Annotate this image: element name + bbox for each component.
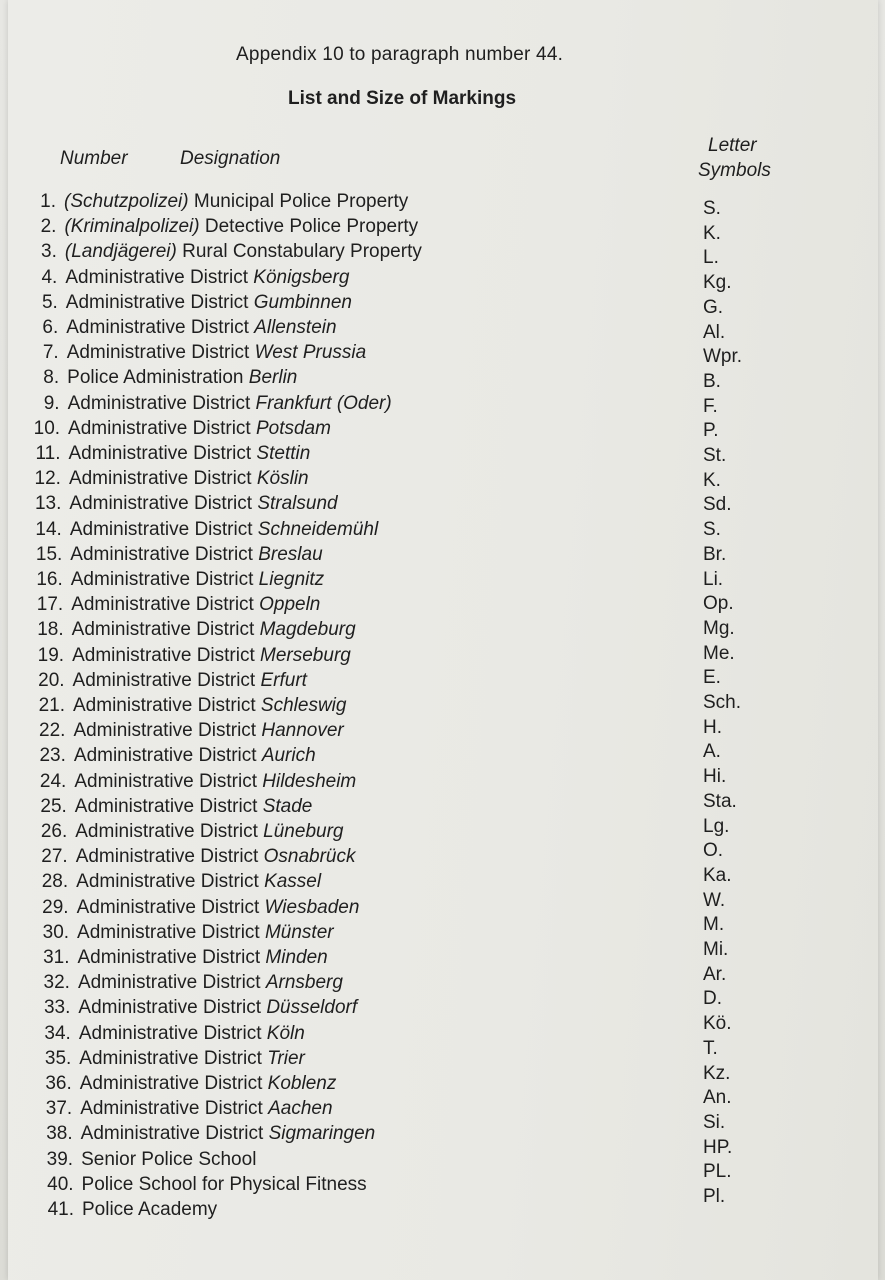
item-number: 3. [41, 241, 57, 263]
list-item [27, 1148, 256, 1172]
list-item [10, 190, 408, 214]
letter-symbol: A. [703, 741, 721, 763]
item-place-name: Stralsund [257, 493, 338, 515]
item-number: 12. [34, 468, 61, 490]
item-german-term: (Schutzpolizei) [64, 191, 189, 212]
item-designation [65, 240, 422, 264]
list-item [25, 1022, 305, 1046]
item-place-name: Schleswig [260, 695, 347, 716]
list-item [25, 1047, 305, 1071]
item-place-name: Schneidemühl [257, 518, 379, 540]
letter-symbol: O. [703, 840, 724, 862]
letter-symbol: L. [703, 247, 719, 269]
item-designation [74, 770, 356, 794]
list-item [19, 719, 343, 743]
item-number: 1. [40, 191, 56, 212]
item-number: 9. [43, 392, 60, 414]
item-number: 19. [37, 644, 65, 666]
item-number: 14. [35, 518, 62, 540]
list-item [17, 568, 324, 592]
item-text: Administrative District [77, 947, 266, 968]
letter-symbol: Me. [703, 642, 735, 664]
page-title: List and Size of Markings [288, 88, 517, 109]
item-place-name: Düsseldorf [266, 997, 358, 1019]
item-text: Administrative District [71, 619, 260, 641]
item-place-name: Merseburg [260, 644, 351, 666]
item-place-name: Köln [266, 1022, 305, 1044]
item-german-term: (Landjägerei) [64, 241, 177, 263]
item-designation [65, 266, 349, 290]
letter-symbol: D. [703, 988, 722, 1010]
item-text: Detective Police Property [199, 216, 419, 238]
item-designation [66, 316, 336, 340]
letter-symbol: Al. [703, 321, 726, 343]
list-item [19, 669, 307, 693]
item-text: Administrative District [78, 997, 267, 1019]
item-text: Administrative District [65, 291, 254, 313]
item-number: 5. [41, 291, 58, 313]
item-text: Police School for Physical Fitness [81, 1173, 367, 1195]
item-place-name: Kassel [264, 871, 322, 893]
item-designation [73, 669, 307, 693]
item-designation [74, 744, 316, 768]
list-item [13, 366, 297, 390]
item-text: Administrative District [70, 569, 259, 590]
list-item [11, 240, 422, 264]
item-designation [64, 215, 418, 239]
letter-symbol: P. [703, 420, 719, 442]
item-text: Administrative District [75, 846, 264, 868]
item-number: 27. [41, 846, 68, 868]
letter-symbol: Pl. [703, 1186, 726, 1207]
list-item [20, 770, 356, 794]
item-text: Administrative District [69, 518, 258, 540]
item-number: 21. [38, 695, 65, 716]
item-designation [80, 1097, 332, 1121]
item-designation [81, 1122, 376, 1146]
item-designation [71, 568, 324, 592]
item-number: 23. [39, 745, 66, 767]
letter-symbol: Li. [703, 568, 724, 590]
list-item [24, 996, 357, 1020]
column-header-number: Number [60, 148, 128, 169]
appendix-heading: Appendix 10 to paragraph number 44. [236, 44, 564, 65]
letter-symbol: An. [703, 1087, 732, 1109]
item-designation [75, 820, 343, 844]
item-number: 6. [42, 317, 59, 338]
list-item [28, 1198, 217, 1222]
item-number: 7. [42, 342, 59, 364]
list-item [23, 896, 360, 920]
letter-symbol: Op. [703, 593, 734, 615]
item-number: 24. [39, 770, 67, 792]
item-text: Administrative District [70, 543, 259, 565]
item-number: 15. [35, 543, 63, 565]
item-text: Administrative District [79, 1047, 268, 1069]
item-number: 2. [40, 216, 57, 238]
item-number: 11. [35, 443, 61, 464]
item-place-name: Münster [264, 921, 334, 943]
item-designation [72, 618, 356, 642]
letter-symbol: Si. [703, 1111, 726, 1133]
item-text: Municipal Police Property [188, 191, 409, 212]
item-place-name: Köslin [256, 468, 309, 490]
item-number: 40. [47, 1173, 74, 1195]
list-item [26, 1097, 332, 1121]
item-number: 13. [34, 493, 62, 515]
item-designation [77, 921, 334, 945]
item-text: Administrative District [77, 921, 265, 943]
item-number: 28. [41, 871, 69, 893]
item-number: 32. [43, 972, 70, 994]
letter-symbol: PL. [703, 1161, 732, 1183]
item-text: Administrative District [68, 443, 257, 464]
item-text: Administrative District [77, 972, 266, 994]
item-place-name: Potsdam [255, 417, 331, 439]
item-text: Police Academy [82, 1199, 218, 1220]
item-place-name: Erfurt [260, 669, 307, 691]
list-item [18, 644, 351, 668]
item-number: 25. [40, 795, 67, 817]
item-text: Administrative District [68, 417, 256, 439]
list-item [17, 593, 320, 617]
item-place-name: Aurich [261, 745, 316, 767]
item-text: Administrative District [80, 1098, 269, 1120]
item-designation [67, 341, 367, 365]
letter-symbol: Sta. [703, 790, 737, 812]
item-designation [64, 190, 408, 214]
item-text: Administrative District [78, 1022, 267, 1044]
item-place-name: Breslau [258, 543, 323, 565]
item-designation [69, 442, 311, 466]
item-designation [77, 896, 360, 920]
list-item [15, 467, 309, 491]
list-item [14, 417, 331, 441]
letter-symbol: M. [703, 914, 725, 936]
list-item [19, 694, 346, 718]
item-place-name: Magdeburg [259, 619, 356, 641]
letter-symbol: S. [703, 198, 721, 219]
item-number: 8. [43, 367, 60, 389]
letter-symbol: Mi. [703, 939, 729, 960]
list-item [21, 795, 313, 819]
column-header-symbols: Symbols [698, 160, 771, 181]
item-text: Administrative District [73, 695, 261, 716]
list-item [12, 291, 352, 315]
item-place-name: Minden [265, 947, 328, 968]
item-number: 26. [40, 821, 68, 842]
list-item [20, 744, 316, 768]
item-place-name: Oppeln [259, 594, 321, 616]
list-item [15, 442, 311, 466]
letter-symbol: B. [703, 370, 721, 392]
item-number: 34. [44, 1022, 71, 1044]
item-place-name: Lüneburg [263, 821, 344, 842]
item-designation [70, 543, 322, 567]
item-designation [76, 870, 321, 894]
item-text: Administrative District [73, 720, 262, 742]
list-item [16, 518, 378, 542]
list-item [11, 266, 349, 290]
item-designation [78, 971, 343, 995]
item-place-name: West Prussia [254, 342, 367, 364]
item-designation [69, 467, 309, 491]
item-designation [79, 1047, 305, 1071]
item-designation [79, 1022, 305, 1046]
letter-symbol: Lg. [703, 815, 730, 837]
list-item [27, 1122, 376, 1146]
item-text: Administrative District [76, 896, 265, 918]
letter-symbol: Kz. [703, 1062, 731, 1084]
letter-symbol: Kö. [703, 1013, 732, 1035]
item-place-name: Hildesheim [262, 770, 357, 792]
letter-symbol: G. [703, 296, 724, 318]
item-text: Administrative District [71, 594, 260, 616]
item-designation [78, 946, 328, 970]
list-item [12, 316, 336, 340]
list-item [28, 1173, 367, 1197]
item-designation [68, 392, 392, 416]
list-item [13, 341, 367, 365]
item-place-name: Liegnitz [258, 569, 325, 590]
item-number: 4. [41, 266, 58, 288]
item-text: Administrative District [68, 468, 257, 490]
letter-symbol: S. [703, 519, 721, 541]
letter-symbol: Br. [703, 543, 727, 565]
item-text: Administrative District [73, 745, 262, 767]
item-place-name: Koblenz [267, 1073, 337, 1094]
item-number: 31. [43, 947, 70, 968]
item-place-name: Sigmaringen [268, 1123, 376, 1145]
item-designation [66, 291, 352, 315]
item-number: 41. [47, 1199, 74, 1220]
item-place-name: Frankfurt (Oder) [255, 392, 392, 414]
letter-symbol: St. [703, 445, 727, 466]
letter-symbol: Ka. [703, 864, 732, 886]
item-place-name: Trier [267, 1047, 305, 1069]
item-place-name: Aachen [268, 1098, 333, 1120]
list-item [24, 946, 328, 970]
item-number: 17. [36, 594, 64, 616]
letter-symbol: F. [703, 395, 718, 417]
item-place-name: Stade [262, 795, 313, 817]
item-number: 29. [42, 896, 69, 918]
item-text: Police Administration [67, 367, 249, 389]
item-text: Administrative District [67, 392, 256, 414]
item-number: 30. [42, 921, 70, 943]
item-designation [80, 1072, 337, 1096]
item-number: 16. [36, 569, 63, 590]
item-number: 22. [39, 720, 66, 742]
item-number: 39. [46, 1148, 74, 1170]
letter-symbol: Sd. [703, 494, 732, 516]
item-designation [73, 719, 343, 743]
item-number: 38. [46, 1123, 73, 1145]
item-text: Administrative District [76, 871, 265, 893]
item-number: 10. [33, 417, 61, 439]
item-place-name: Arnsberg [265, 972, 343, 994]
item-number: 20. [38, 669, 65, 691]
item-place-name: Allenstein [254, 317, 337, 338]
item-place-name: Osnabrück [263, 846, 356, 868]
item-text: Administrative District [74, 795, 263, 817]
list-item [15, 492, 337, 516]
item-designation [75, 795, 313, 819]
item-text: Administrative District [69, 493, 258, 515]
item-place-name: Stettin [256, 443, 311, 464]
item-number: 36. [45, 1073, 72, 1094]
letter-symbol: Hi. [703, 766, 727, 788]
letter-symbol: Wpr. [703, 346, 743, 368]
item-text: Administrative District [66, 317, 255, 338]
column-header-designation: Designation [180, 148, 281, 169]
item-text: Administrative District [80, 1123, 269, 1145]
list-item [16, 543, 322, 567]
item-place-name: Gumbinnen [253, 291, 352, 313]
item-place-name: Wiesbaden [264, 896, 360, 918]
letter-symbol: K. [703, 469, 721, 491]
item-designation [72, 644, 351, 668]
item-number: 33. [43, 997, 71, 1019]
item-designation [70, 518, 378, 542]
item-text: Administrative District [79, 1073, 268, 1094]
letter-symbol: HP. [703, 1136, 733, 1158]
item-text: Administrative District [74, 770, 263, 792]
item-number: 18. [37, 619, 64, 641]
item-number: 37. [45, 1098, 73, 1120]
item-text: Administrative District [66, 342, 255, 364]
document-page [8, 0, 878, 1280]
item-place-name: Hannover [261, 720, 344, 742]
list-item [23, 921, 334, 945]
letter-symbol: Kg. [703, 272, 732, 294]
list-item [21, 820, 343, 844]
item-designation [71, 593, 320, 617]
letter-symbol: Mg. [703, 617, 735, 639]
letter-symbol: K. [703, 222, 721, 244]
item-designation [82, 1173, 367, 1197]
letter-symbol: T. [703, 1037, 718, 1059]
item-designation [73, 694, 346, 718]
item-number: 35. [44, 1047, 72, 1069]
column-header-letter: Letter [708, 135, 757, 156]
item-german-term: (Kriminalpolizei) [64, 216, 200, 238]
item-designation [69, 492, 337, 516]
list-item [26, 1072, 337, 1096]
list-item [10, 215, 418, 239]
item-text: Administrative District [72, 669, 261, 691]
list-item [24, 971, 343, 995]
letter-symbol: Sch. [703, 692, 742, 713]
item-text: Administrative District [72, 644, 261, 666]
list-item [22, 870, 321, 894]
item-designation [68, 417, 331, 441]
letter-symbol: H. [703, 716, 722, 738]
letter-symbol: E. [703, 667, 721, 689]
item-text: Rural Constabulary Property [176, 241, 422, 263]
item-text: Administrative District [75, 821, 264, 842]
item-text: Administrative District [65, 266, 254, 288]
item-designation [76, 845, 356, 869]
list-item [18, 618, 356, 642]
list-item [14, 392, 392, 416]
item-text: Senior Police School [81, 1148, 257, 1170]
item-designation [67, 366, 297, 390]
item-designation [78, 996, 357, 1020]
item-place-name: Berlin [248, 367, 298, 389]
item-designation [82, 1198, 217, 1222]
letter-symbol: W. [703, 889, 726, 911]
letter-symbol: Ar. [703, 963, 727, 985]
list-item [22, 845, 356, 869]
item-designation [81, 1148, 256, 1172]
item-place-name: Königsberg [253, 266, 350, 288]
